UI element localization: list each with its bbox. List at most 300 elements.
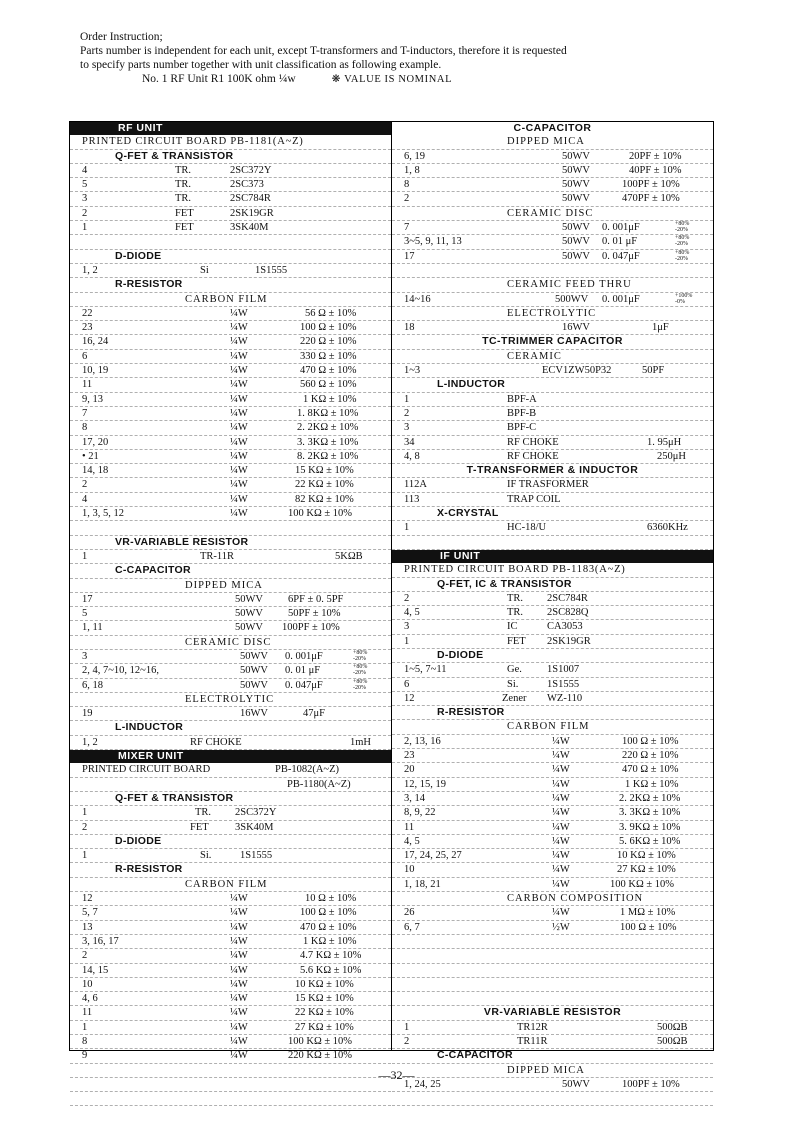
part-ref: 1 — [404, 1021, 410, 1033]
part-value: 5KΩB — [335, 550, 363, 562]
part-type: ¼W — [230, 893, 248, 905]
part-value: 1S1555 — [255, 264, 288, 276]
part-ref: 16, 24 — [82, 336, 109, 348]
part-row — [70, 550, 391, 564]
section-heading — [392, 350, 713, 364]
section-heading — [70, 835, 391, 849]
parts-column-left — [70, 122, 391, 1106]
part-value: 220 KΩ ± 10% — [288, 1050, 353, 1062]
part-ref: 8 — [404, 179, 410, 191]
part-row — [392, 620, 713, 634]
part-row — [70, 821, 391, 835]
part-type: 50WV — [562, 164, 590, 176]
part-row — [392, 407, 713, 421]
part-value: 1S1555 — [240, 850, 273, 862]
part-ref: 4 — [82, 164, 88, 176]
part-ref: 112A — [404, 479, 427, 491]
part-row — [392, 221, 713, 235]
part-row — [392, 849, 713, 863]
part-value: 22 KΩ ± 10% — [295, 1007, 354, 1019]
part-value: 100PF ± 10% — [622, 179, 680, 191]
part-ref: 1, 2 — [82, 264, 98, 276]
part-value: 10 KΩ ± 10% — [295, 978, 354, 990]
part-ref: 2 — [404, 592, 410, 604]
part-ref: 2 — [82, 950, 88, 962]
part-type: FET — [507, 635, 526, 647]
heading-text: CARBON FILM — [185, 878, 268, 890]
part-ref: 23 — [404, 750, 415, 762]
part-row — [392, 806, 713, 820]
heading-text: CARBON FILM — [507, 721, 590, 733]
part-ref: 8, 9, 22 — [404, 807, 436, 819]
part-row — [392, 735, 713, 749]
part-type: ¼W — [230, 422, 248, 434]
part-ref: 23 — [82, 322, 93, 334]
part-type: 50WV — [240, 650, 268, 662]
part-type: BPF-A — [507, 393, 537, 405]
part-value: 1S1007 — [547, 664, 580, 676]
part-type: ¼W — [230, 407, 248, 419]
tolerance-lower: -20% — [675, 241, 688, 248]
empty-row — [392, 978, 713, 992]
heading-text: X-CRYSTAL — [437, 507, 499, 520]
section-heading — [392, 335, 713, 349]
part-row — [392, 393, 713, 407]
heading-text: D-DIODE — [437, 648, 484, 661]
part-type: ¼W — [230, 307, 248, 319]
part-type: PB-1082(A~Z) — [275, 764, 340, 776]
part-row — [392, 436, 713, 450]
part-row — [70, 650, 391, 664]
tolerance-lower: -20% — [675, 255, 688, 262]
heading-text: D-DIODE — [115, 249, 162, 262]
part-type: 500WV — [555, 293, 589, 305]
part-value: 100 KΩ ± 10% — [610, 878, 675, 890]
part-value: 2SC373 — [230, 179, 264, 191]
part-ref: 9, 13 — [82, 393, 103, 405]
part-type: 50WV — [562, 193, 590, 205]
part-type: ¼W — [230, 479, 248, 491]
section-heading — [70, 278, 391, 292]
part-value: 0. 047μF — [602, 250, 640, 262]
part-ref: 11 — [82, 1007, 93, 1019]
instruction-line-1: Parts number is independent for each unit, except T-transformers and T-inductors, therefore it is requested — [80, 45, 567, 57]
section-heading — [392, 378, 713, 392]
part-row — [392, 493, 713, 507]
part-value: 2SC784R — [230, 193, 271, 205]
heading-text: TC-TRIMMER CAPACITOR — [482, 335, 623, 348]
section-heading — [70, 579, 391, 593]
part-ref: 7 — [404, 222, 410, 234]
part-row — [392, 192, 713, 206]
part-type: RF CHOKE — [507, 436, 559, 448]
part-row — [70, 307, 391, 321]
part-row — [392, 164, 713, 178]
part-row — [70, 921, 391, 935]
part-ref: 1 — [404, 522, 410, 534]
unit-header — [70, 122, 391, 135]
part-ref: 10 — [404, 864, 415, 876]
part-type: ¼W — [230, 493, 248, 505]
part-value: 0. 01 μF — [602, 236, 638, 248]
empty-row — [392, 536, 713, 550]
part-type: Si. — [507, 678, 519, 690]
part-value: 220 Ω ± 10% — [300, 336, 357, 348]
part-row — [70, 378, 391, 392]
part-type: 50WV — [235, 593, 263, 605]
part-row — [70, 806, 391, 820]
order-instruction — [80, 30, 567, 87]
part-ref: 1, 18, 21 — [404, 878, 441, 890]
part-ref: 2, 13, 16 — [404, 735, 441, 747]
part-ref: 2 — [404, 1036, 410, 1047]
part-row — [70, 178, 391, 192]
part-type: ¼W — [230, 1007, 248, 1019]
part-row — [392, 321, 713, 335]
part-row — [70, 964, 391, 978]
part-type: 50WV — [562, 179, 590, 191]
part-type: ¼W — [230, 1050, 248, 1062]
part-ref: PRINTED CIRCUIT BOARD — [82, 764, 211, 776]
part-type: ¼W — [552, 735, 570, 747]
part-value: 1 KΩ ± 10% — [303, 393, 357, 405]
part-row — [70, 935, 391, 949]
part-ref: 4, 6 — [82, 993, 98, 1005]
part-value: 82 KΩ ± 10% — [295, 493, 354, 505]
part-type: 50WV — [240, 679, 268, 691]
part-row — [392, 606, 713, 620]
part-ref: 6 — [404, 678, 410, 690]
part-type: ¼W — [552, 864, 570, 876]
section-heading — [392, 207, 713, 221]
part-value: 470PF ± 10% — [622, 193, 680, 205]
part-ref: 3 — [82, 650, 88, 662]
part-ref: 14, 15 — [82, 964, 109, 976]
part-ref: 22 — [82, 307, 93, 319]
part-value: 100 Ω ± 10% — [300, 322, 357, 334]
section-heading — [392, 307, 713, 321]
part-ref: 1 — [82, 850, 88, 862]
part-type: 50WV — [562, 222, 590, 234]
part-ref: 10, 19 — [82, 365, 109, 377]
empty-row — [70, 235, 391, 249]
part-value: 1 KΩ ± 10% — [625, 778, 679, 790]
part-row — [70, 350, 391, 364]
part-ref: 3 — [404, 422, 410, 434]
part-row — [392, 478, 713, 492]
part-row — [392, 778, 713, 792]
part-row — [70, 221, 391, 235]
part-value: 22 KΩ ± 10% — [295, 479, 354, 491]
part-row — [70, 892, 391, 906]
part-value: 1. 95μH — [647, 436, 682, 448]
part-type: RF CHOKE — [190, 736, 242, 748]
part-row — [70, 207, 391, 221]
part-ref: 12 — [404, 692, 415, 704]
section-heading — [70, 636, 391, 650]
part-row — [392, 178, 713, 192]
part-row — [70, 478, 391, 492]
section-heading — [70, 536, 391, 550]
part-row — [392, 235, 713, 249]
section-heading — [70, 150, 391, 164]
part-row — [70, 707, 391, 721]
empty-row — [70, 521, 391, 535]
part-ref: 17, 24, 25, 27 — [404, 850, 462, 862]
heading-text: PRINTED CIRCUIT BOARD PB-1183(A~Z) — [404, 564, 626, 576]
part-value: 1 KΩ ± 10% — [303, 935, 357, 947]
part-row — [70, 493, 391, 507]
part-ref: 6, 18 — [82, 679, 103, 691]
part-row — [392, 293, 713, 307]
part-ref: 10 — [82, 978, 93, 990]
empty-row — [392, 264, 713, 278]
heading-text: R-RESISTOR — [437, 706, 505, 719]
part-value: 2SK19GR — [230, 207, 274, 219]
part-value: 250μH — [657, 450, 686, 462]
part-ref: 4, 5 — [404, 835, 420, 847]
part-ref: 1 — [404, 393, 410, 405]
part-type: ¼W — [230, 935, 248, 947]
part-ref: 1, 3, 5, 12 — [82, 508, 124, 520]
tolerance-lower: -20% — [353, 655, 366, 662]
part-value: 3. 3KΩ ± 10% — [619, 807, 681, 819]
part-row — [392, 921, 713, 935]
part-row — [70, 192, 391, 206]
part-value: 3. 3KΩ ± 10% — [297, 436, 359, 448]
part-ref: 34 — [404, 436, 415, 448]
part-value: 5.6 KΩ ± 10% — [300, 964, 362, 976]
heading-text: MIXER UNIT — [118, 750, 184, 763]
part-row — [70, 621, 391, 635]
part-value: 8. 2KΩ ± 10% — [297, 450, 359, 462]
part-ref: 1 — [404, 635, 410, 647]
part-value: 100 Ω ± 10% — [300, 907, 357, 919]
unit-header — [70, 750, 391, 763]
part-type: TR-11R — [200, 550, 235, 562]
part-ref: 11 — [404, 821, 415, 833]
part-type: 50WV — [562, 1078, 590, 1090]
part-type: ¼W — [230, 393, 248, 405]
part-value: 4.7 KΩ ± 10% — [300, 950, 362, 962]
parts-column-right — [392, 122, 713, 1106]
part-type: BPF-C — [507, 422, 537, 434]
part-type: HC-18/U — [507, 522, 547, 534]
part-type: TRAP COIL — [507, 493, 561, 505]
part-row — [70, 1006, 391, 1020]
part-row — [392, 1021, 713, 1035]
section-heading — [392, 720, 713, 734]
page-number: —32— — [378, 1068, 415, 1082]
part-row — [392, 692, 713, 706]
part-type: ¼W — [230, 350, 248, 362]
part-type: IC — [507, 621, 518, 633]
heading-text: CERAMIC DISC — [507, 207, 594, 219]
part-type: ¼W — [230, 322, 248, 334]
part-type: ¼W — [230, 921, 248, 933]
unit-header — [392, 550, 713, 563]
part-ref: 1, 11 — [82, 622, 103, 634]
heading-text: RF UNIT — [118, 122, 163, 134]
part-row — [392, 450, 713, 464]
part-value: 1. 8KΩ ± 10% — [297, 407, 359, 419]
part-type: BPF-B — [507, 407, 537, 419]
part-row — [392, 878, 713, 892]
heading-text: Q-FET & TRANSISTOR — [115, 791, 234, 804]
part-type: Zener — [502, 692, 527, 704]
part-value: CA3053 — [547, 621, 583, 633]
part-row — [70, 421, 391, 435]
part-row — [70, 906, 391, 920]
part-type: ¼W — [552, 821, 570, 833]
part-ref: 4 — [82, 493, 88, 505]
part-row — [70, 464, 391, 478]
part-ref: 13 — [82, 921, 93, 933]
part-type: ¼W — [552, 835, 570, 847]
section-heading — [70, 721, 391, 735]
part-value: 2SK19GR — [547, 635, 591, 647]
part-type: TR. — [195, 807, 212, 819]
section-heading — [70, 863, 391, 877]
part-type: Si. — [200, 850, 212, 862]
part-value: 500ΩB — [657, 1021, 688, 1033]
part-type: ¼W — [230, 964, 248, 976]
heading-text: PRINTED CIRCUIT BOARD PB-1181(A~Z) — [82, 136, 304, 148]
part-value: 15 KΩ ± 10% — [295, 993, 354, 1005]
section-heading — [70, 693, 391, 707]
part-row — [70, 664, 391, 678]
empty-row — [392, 949, 713, 963]
empty-row — [392, 1092, 713, 1106]
section-heading — [392, 649, 713, 663]
tolerance-lower: -20% — [675, 227, 688, 234]
tolerance-lower: -0% — [675, 298, 685, 305]
part-row — [70, 450, 391, 464]
part-row — [70, 364, 391, 378]
part-ref: 3, 16, 17 — [82, 935, 119, 947]
part-ref: 2 — [404, 407, 410, 419]
part-ref: 4, 8 — [404, 450, 420, 462]
part-value: 3SK40M — [235, 821, 274, 833]
part-type: ¼W — [552, 792, 570, 804]
part-value: 0. 047μF — [285, 679, 323, 691]
part-ref: 20 — [404, 764, 415, 776]
part-type: ½W — [552, 921, 570, 933]
part-value: 470 Ω ± 10% — [300, 365, 357, 377]
part-row — [70, 335, 391, 349]
section-heading — [70, 293, 391, 307]
part-value: 47μF — [303, 708, 325, 720]
part-ref: 5, 7 — [82, 907, 98, 919]
part-row — [70, 593, 391, 607]
part-value: 100 KΩ ± 10% — [288, 1036, 353, 1047]
part-type: ¼W — [230, 978, 248, 990]
part-row — [70, 164, 391, 178]
part-row — [70, 679, 391, 693]
heading-text: CERAMIC FEED THRU — [507, 279, 632, 291]
part-row — [70, 321, 391, 335]
part-type: TR. — [507, 607, 524, 619]
part-value: 330 Ω ± 10% — [300, 350, 357, 362]
part-type: ¼W — [552, 750, 570, 762]
heading-text: ELECTROLYTIC — [185, 693, 275, 705]
part-value: 1μF — [652, 322, 669, 334]
part-type: ¼W — [230, 336, 248, 348]
part-type: 50WV — [240, 665, 268, 677]
part-value: 100PF ± 10% — [622, 1078, 680, 1090]
part-ref: 17 — [404, 250, 415, 262]
part-ref: 26 — [404, 907, 415, 919]
part-type: TR. — [175, 193, 192, 205]
part-ref: 12, 15, 19 — [404, 778, 446, 790]
part-value: 100 KΩ ± 10% — [288, 508, 353, 520]
heading-text: T-TRANSFORMER & INDUCTOR — [466, 464, 639, 477]
parts-table — [69, 121, 714, 1090]
part-type: Ge. — [507, 664, 522, 676]
part-row — [70, 949, 391, 963]
part-ref: 5 — [82, 179, 88, 191]
part-ref: 14~16 — [404, 293, 431, 305]
part-ref: 8 — [82, 422, 88, 434]
part-type: ¼W — [230, 508, 248, 520]
part-value: 100 Ω ± 10% — [620, 921, 677, 933]
part-value: 500ΩB — [657, 1036, 688, 1047]
part-type: ¼W — [552, 907, 570, 919]
part-ref: 11 — [82, 379, 93, 391]
part-row — [392, 821, 713, 835]
tolerance-upper: +80% — [675, 221, 690, 228]
part-value: 40PF ± 10% — [629, 164, 682, 176]
heading-text: CERAMIC DISC — [185, 636, 272, 648]
part-row — [70, 607, 391, 621]
heading-text: IF UNIT — [440, 549, 481, 562]
part-value: 470 Ω ± 10% — [622, 764, 679, 776]
part-ref: 9 — [82, 1050, 88, 1062]
part-ref: 2 — [82, 821, 88, 833]
part-type: ¼W — [552, 778, 570, 790]
part-row — [392, 250, 713, 264]
section-heading — [392, 135, 713, 149]
instruction-example-row — [80, 72, 567, 87]
part-type: 16WV — [562, 322, 590, 334]
part-type: ¼W — [230, 993, 248, 1005]
part-type: ¼W — [230, 1021, 248, 1033]
part-type: 50WV — [562, 150, 590, 162]
part-ref: 113 — [404, 493, 420, 505]
part-value: 3SK40M — [230, 222, 269, 234]
part-ref: 7 — [82, 407, 88, 419]
part-row — [70, 778, 391, 792]
part-type: 50WV — [235, 622, 263, 634]
part-row — [392, 150, 713, 164]
tolerance-upper: +80% — [353, 664, 368, 671]
part-row — [70, 393, 391, 407]
heading-text: VR-VARIABLE RESISTOR — [115, 535, 249, 548]
part-type: ¼W — [230, 450, 248, 462]
heading-text: CERAMIC — [507, 350, 562, 362]
part-row — [392, 863, 713, 877]
heading-text: R-RESISTOR — [115, 278, 183, 291]
part-type: ¼W — [552, 764, 570, 776]
part-type: TR12R — [517, 1021, 548, 1033]
part-row — [392, 521, 713, 535]
part-row — [70, 849, 391, 863]
part-value: 560 Ω ± 10% — [300, 379, 357, 391]
section-heading — [392, 578, 713, 592]
part-value: 220 Ω ± 10% — [622, 750, 679, 762]
part-ref: 14, 18 — [82, 465, 109, 477]
part-ref: 1 — [82, 807, 88, 819]
